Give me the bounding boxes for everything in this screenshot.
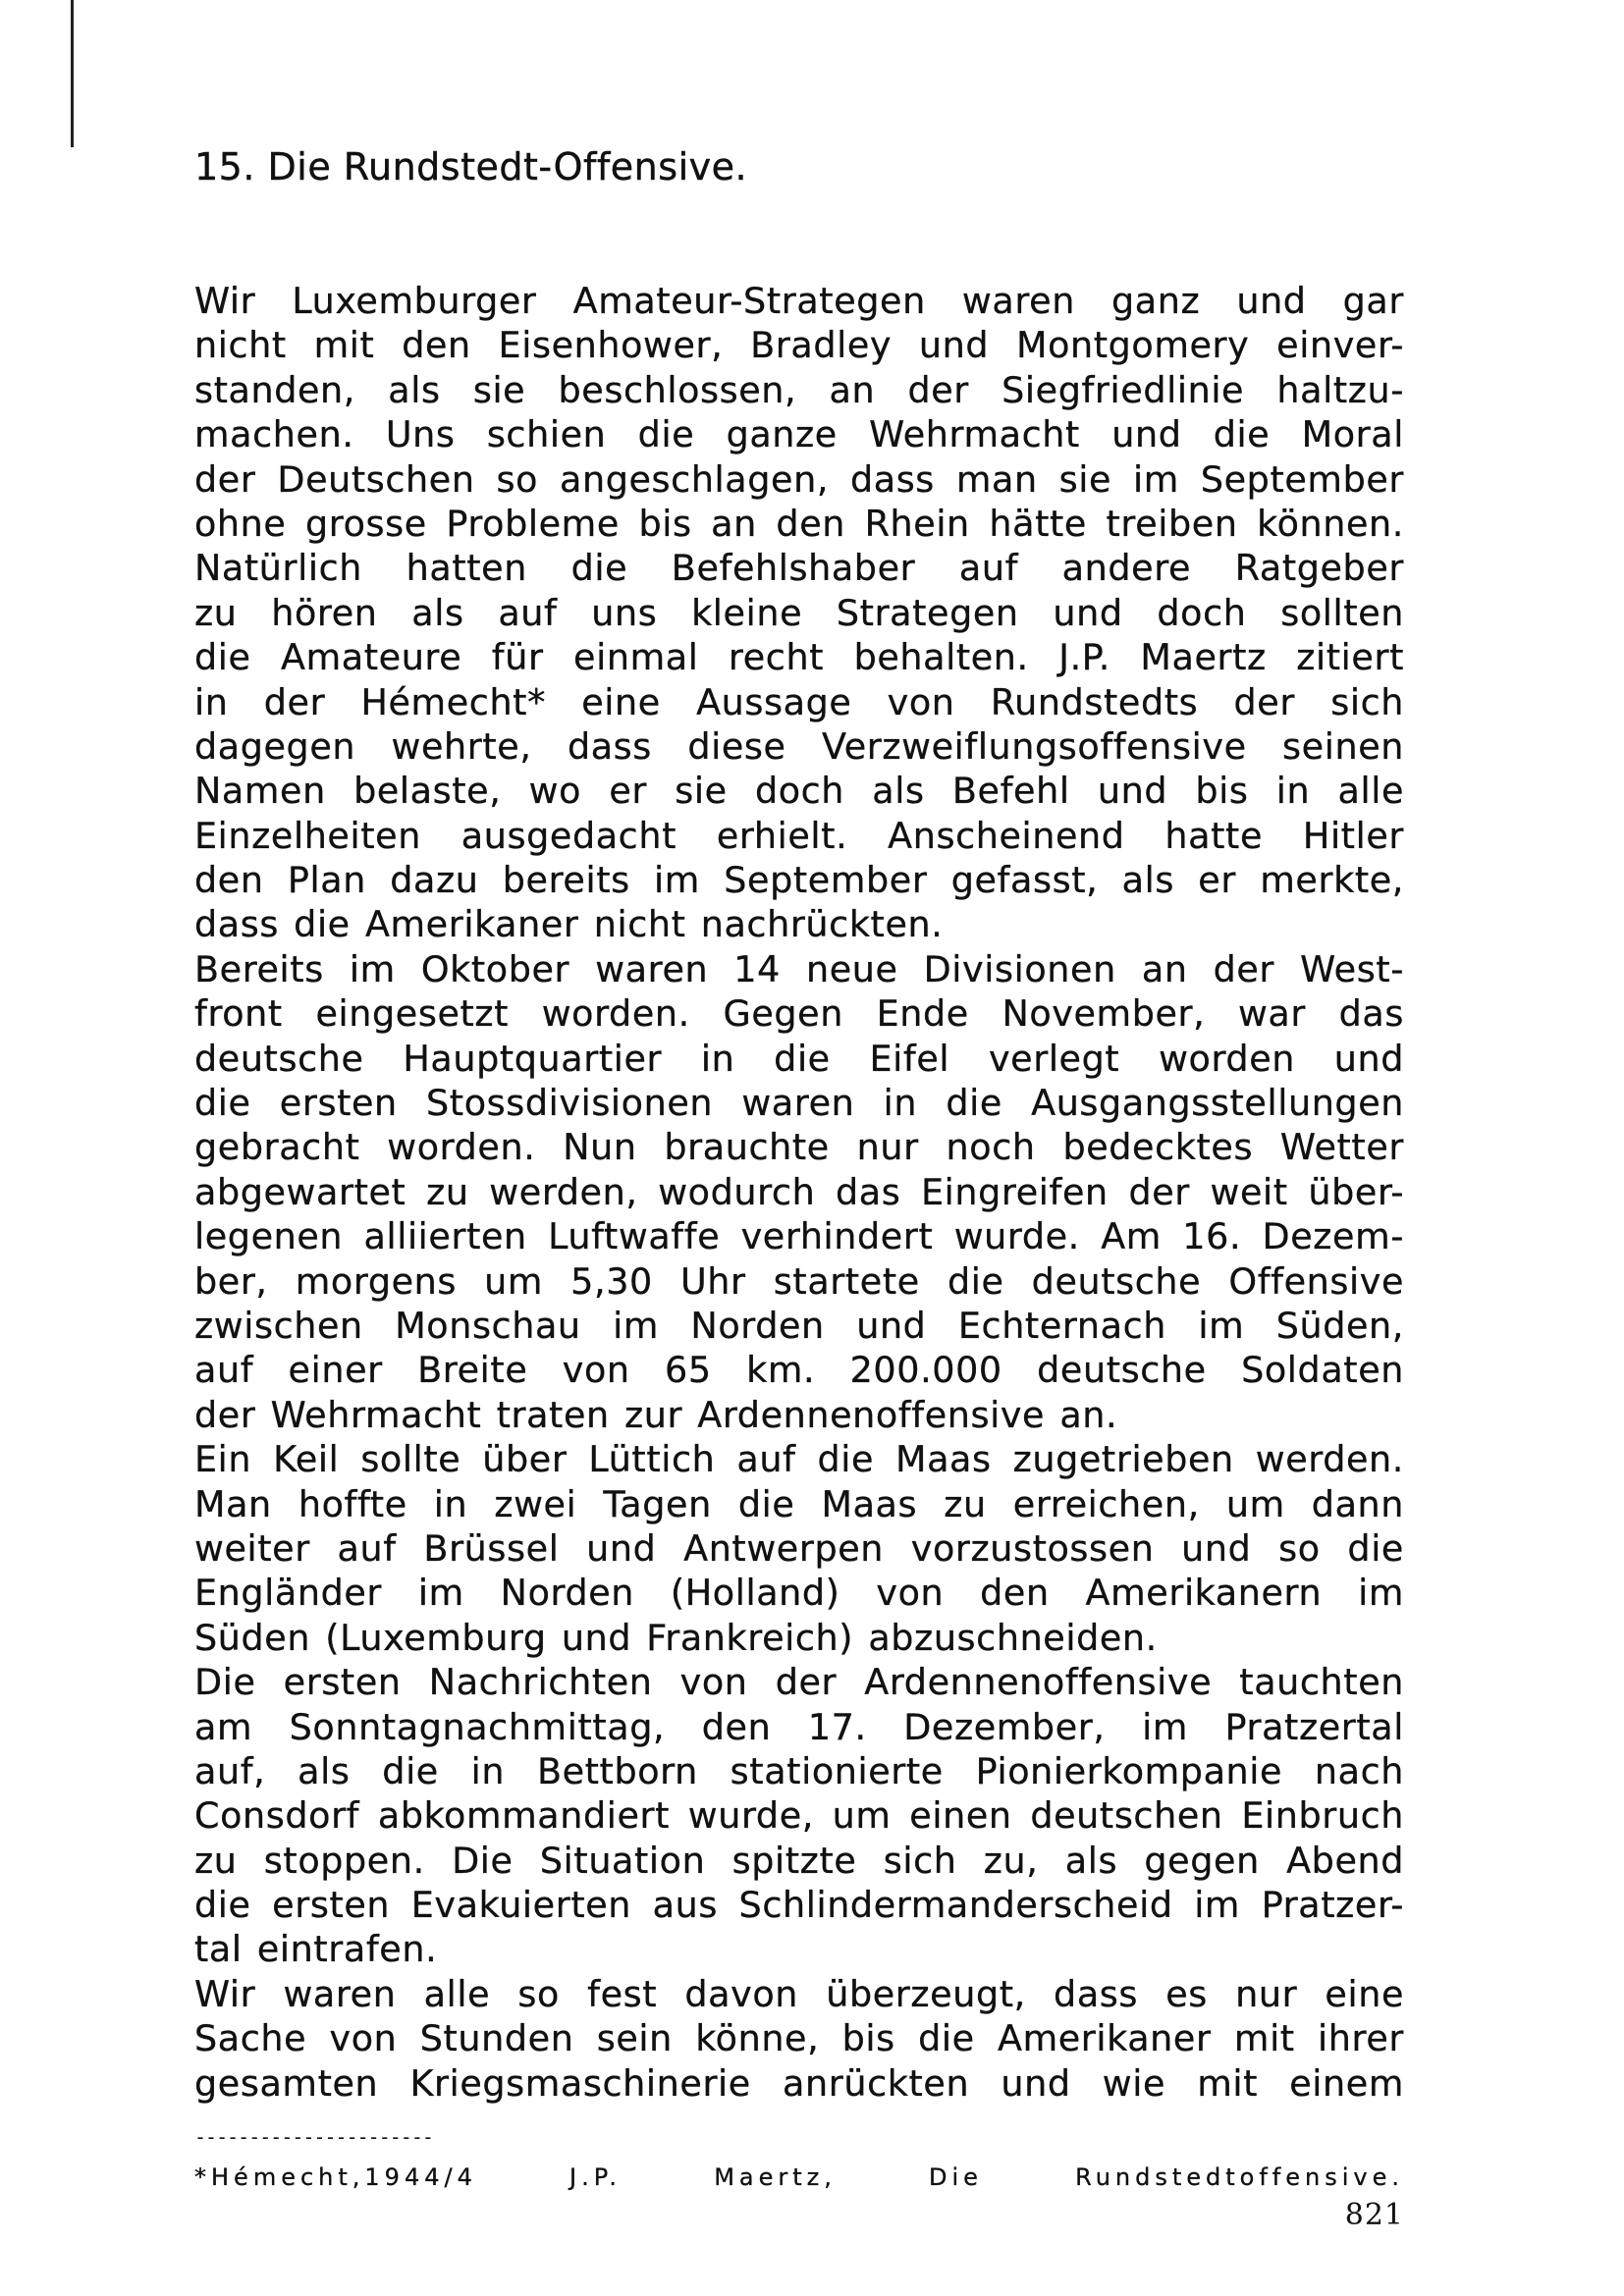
text-line: machen. Uns schien die ganze Wehrmacht und die Moral: [194, 413, 1404, 456]
text-line: front eingesetzt worden. Gegen Ende November, war das: [194, 992, 1404, 1036]
text-line: Sache von Stunden sein könne, bis die Amerikaner mit ihrer: [194, 2017, 1404, 2060]
footnote-author: J.P.: [568, 2163, 623, 2192]
text-line: Süden (Luxemburg und Frankreich) abzuschneiden.: [194, 1616, 1158, 1659]
chapter-title: 15. Die Rundstedt-Offensive.: [194, 145, 748, 188]
text-line: legenen alliierten Luftwaffe verhindert wurde. Am 16. Dezem-: [194, 1215, 1404, 1258]
text-line: am Sonntagnachmittag, den 17. Dezember, im Pratzertal: [194, 1705, 1404, 1748]
text-line: dagegen wehrte, dass diese Verzweiflungsoffensive seinen: [194, 724, 1404, 768]
text-line: zu stoppen. Die Situation spitzte sich zu, als gegen Abend: [194, 1839, 1404, 1882]
text-line: Ein Keil sollte über Lüttich auf die Maas zugetrieben werden.: [194, 1438, 1404, 1481]
text-line: den Plan dazu bereits im September gefasst, als er merkte,: [194, 859, 1404, 902]
text-line: die Amateure für einmal recht behalten. J.P. Maertz zitiert: [194, 636, 1404, 679]
text-line: auf einer Breite von 65 km. 200.000 deutsche Soldaten: [194, 1349, 1404, 1392]
text-line: Engländer im Norden (Holland) von den Amerikanern im: [194, 1572, 1404, 1615]
text-line: Bereits im Oktober waren 14 neue Divisionen an der West-: [194, 947, 1404, 990]
text-line: weiter auf Brüssel und Antwerpen vorzustossen und so die: [194, 1526, 1404, 1570]
text-line: Man hoffte in zwei Tagen die Maas zu erreichen, um dann: [194, 1482, 1404, 1525]
footnote-title: Rundstedtoffensive.: [1075, 2163, 1404, 2192]
text-line: die ersten Evakuierten aus Schlindermanderscheid im Pratzer-: [194, 1884, 1404, 1927]
text-line: deutsche Hauptquartier in die Eifel verlegt worden und: [194, 1037, 1404, 1080]
text-line: ber, morgens um 5,30 Uhr startete die deutsche Offensive: [194, 1259, 1404, 1303]
footnote: [194, 2161, 1404, 2194]
text-line: die ersten Stossdivisionen waren in die Ausgangsstellungen: [194, 1082, 1404, 1125]
body-text: [194, 279, 1404, 2106]
footnote-name: Maertz,: [714, 2163, 837, 2192]
text-line: auf, als die in Bettborn stationierte Pionierkompanie nach: [194, 1749, 1404, 1792]
page-number: 821: [1344, 2198, 1404, 2233]
footnote-article: Die: [929, 2163, 983, 2192]
text-line: der Wehrmacht traten zur Ardennenoffensive an.: [194, 1393, 1118, 1436]
text-line: in der Hémecht* eine Aussage von Rundstedts der sich: [194, 680, 1404, 723]
text-line: Einzelheiten ausgedacht erhielt. Anscheinend hatte Hitler: [194, 814, 1404, 857]
text-line: zu hören als auf uns kleine Strategen und doch sollten: [194, 591, 1404, 634]
text-line: Namen belaste, wo er sie doch als Befehl und bis in alle: [194, 770, 1404, 813]
book-page: [194, 137, 1404, 2233]
text-line: standen, als sie beschlossen, an der Siegfriedlinie haltzu-: [194, 368, 1404, 411]
text-line: Natürlich hatten die Befehlshaber auf andere Ratgeber: [194, 547, 1404, 590]
text-line: nicht mit den Eisenhower, Bradley und Montgomery einver-: [194, 324, 1404, 367]
page-edge-line: [71, 0, 74, 147]
text-line: zwischen Monschau im Norden und Echternach im Süden,: [194, 1304, 1404, 1347]
footnote-source: *Hémecht,1944/4: [194, 2163, 477, 2192]
text-line: Wir waren alle so fest davon überzeugt, dass es nur eine: [194, 1972, 1404, 2015]
text-line: Consdorf abkommandiert wurde, um einen deutschen Einbruch: [194, 1794, 1404, 1838]
footnote-rule: ----------------------: [194, 2125, 433, 2150]
text-line: Wir Luxemburger Amateur-Strategen waren ganz und gar: [194, 280, 1404, 322]
text-line: ohne grosse Probleme bis an den Rhein hätte treiben können.: [194, 502, 1404, 545]
text-line: abgewartet zu werden, wodurch das Eingreifen der weit über-: [194, 1170, 1404, 1213]
text-line: Die ersten Nachrichten von der Ardennenoffensive tauchten: [194, 1661, 1404, 1704]
text-line: tal eintrafen.: [194, 1928, 438, 1971]
text-line: gesamten Kriegsmaschinerie anrückten und wie mit einem: [194, 2061, 1404, 2105]
text-line: dass die Amerikaner nicht nachrückten.: [194, 903, 944, 946]
text-line: der Deutschen so angeschlagen, dass man sie im September: [194, 457, 1404, 501]
text-line: gebracht worden. Nun brauchte nur noch bedecktes Wetter: [194, 1126, 1404, 1169]
